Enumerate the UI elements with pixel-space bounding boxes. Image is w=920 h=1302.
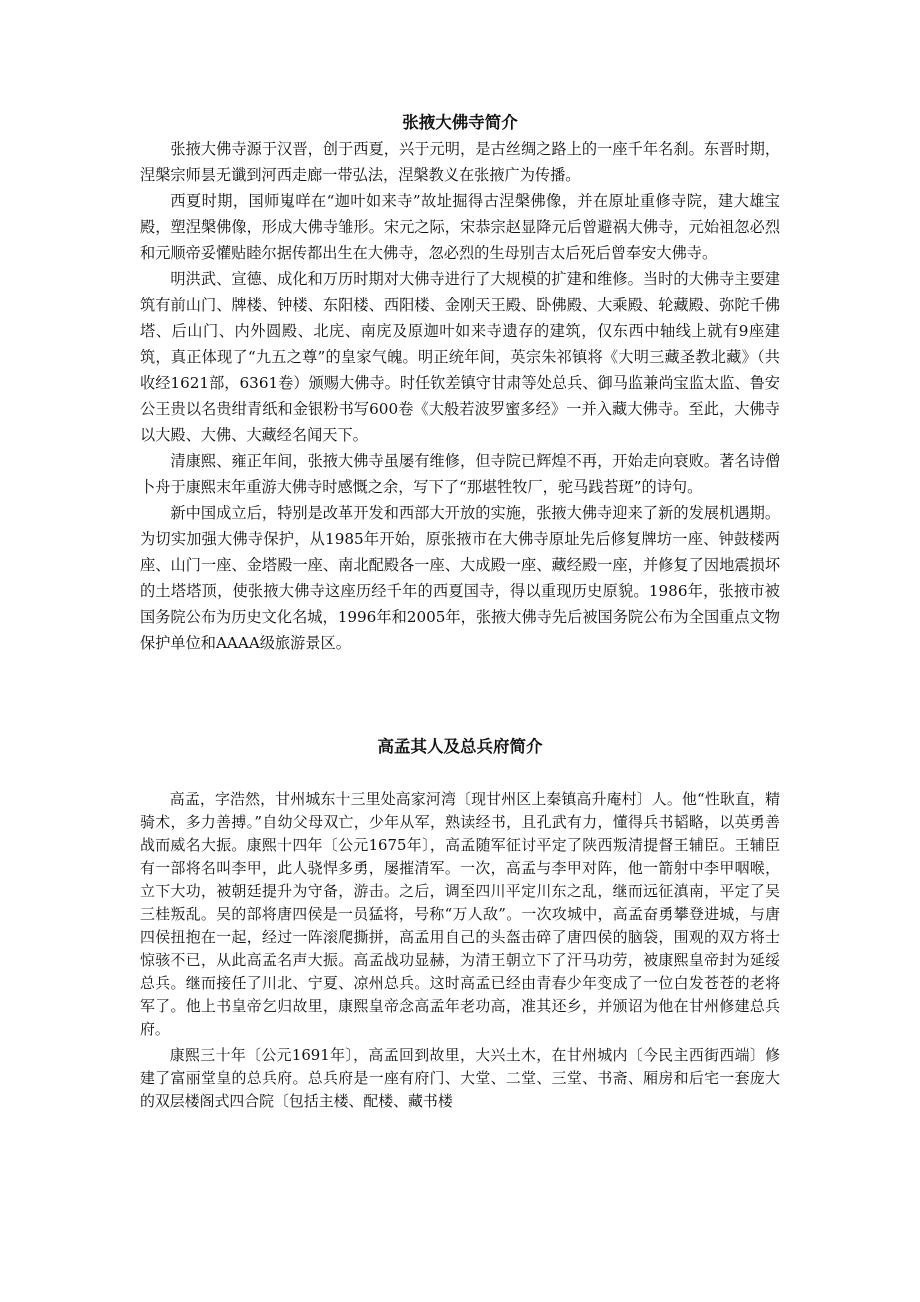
paragraph: 新中国成立后，特别是改革开发和西部大开放的实施，张掖大佛寺迎来了新的发展机遇期。为切实加强大佛寺保护，从1985年开始，原张掖市在大佛寺原址先后修复牌坊一座、钟鼓楼两座、山门一座、金塔殿一座、南北配殿各一座、大成殿一座、藏经殿一座，并修复了因地震损坏的土塔塔顶，使张掖大佛寺这座历经千年的西夏国寺，得以重现历史原貌。1986年，张掖市被国务院公布为历史文化名城，1996年和2005年，张掖大佛寺先后被国务院公布为全国重点文物保护单位和AAAA级旅游景区。 — [140, 504, 780, 652]
paragraph: 清康熙、雍正年间，张掖大佛寺虽屡有维修，但寺院已辉煌不再，开始走向衰败。著名诗僧卜舟于康熙末年重游大佛寺时感慨之余，写下了“那堪牲牧厂，驼马践苔斑”的诗句。 — [140, 452, 780, 496]
section-title: 张掖大佛寺简介 — [402, 113, 518, 132]
paragraph: 康熙三十年〔公元1691年〕，高孟回到故里，大兴土木，在甘州城内〔今民主西街西端〕修建了富丽堂皇的总兵府。总兵府是一座有府门、大堂、二堂、三堂、书斋、厢房和后宅一套庞大的双层楼阁式四合院〔包括主楼、配楼、藏书楼 — [140, 1046, 780, 1110]
section-dafo-temple — [140, 110, 780, 656]
paragraph: 张掖大佛寺源于汉晋，创于西夏，兴于元明，是古丝绸之路上的一座千年名刹。东晋时期，涅槃宗师昙无谶到河西走廊一带弘法，涅槃教义在张掖广为传播。 — [140, 140, 780, 184]
section-gao-meng — [140, 734, 780, 1116]
paragraph: 高孟，字浩然，甘州城东十三里处高家河湾〔现甘州区上秦镇高升庵村〕人。他“性耿直，精骑术，多力善搏。”自幼父母双亡，少年从军，熟读经书，且孔武有力，懂得兵书韬略，以英勇善战而威名大振。康熙十四年〔公元1675年〕，高孟随军征讨平定了陕西叛清提督王辅臣。王辅臣有一部将名叫李甲，此人骁悍多勇，屡摧清军。一次，高孟与李甲对阵，他一箭射中李甲咽喉，立下大功，被朝廷提升为守备，游击。之后，调至四川平定川东之乱，继而远征滇南，平定了吴三桂叛乱。吴的部将唐四侯是一员猛将，号称“万人敌”。一次攻城中，高孟奋勇攀登进城，与唐四侯扭抱在一起，经过一阵滚爬撕拼，高孟用自己的头盔击碎了唐四侯的脑袋，围观的双方将士惊骇不已，从此高孟名声大振。高孟战功显赫，为清王朝立下了汗马功劳，被康熙皇帝封为延绥总兵。继而接任了川北、宁夏、凉州总兵。这时高孟已经由青春少年变成了一位白发苍苍的老将军了。他上书皇帝乞归故里，康熙皇帝念高孟年老功高，准其还乡，并颁诏为他在甘州修建总兵府。 — [140, 790, 780, 1038]
paragraph: 西夏时期，国师嵬咩在“迦叶如来寺”故址掘得古涅槃佛像，并在原址重修寺院，建大雄宝殿，塑涅槃佛像，形成大佛寺雏形。宋元之际，宋恭宗赵显降元后曾避祸大佛寺，元始祖忽必烈和元顺帝妥懽贴睦尔据传都出生在大佛寺，忽必烈的生母别吉太后死后曾奉安大佛寺。 — [140, 192, 780, 262]
section-title: 高孟其人及总兵府简介 — [377, 737, 543, 756]
paragraph: 明洪武、宣德、成化和万历时期对大佛寺进行了大规模的扩建和维修。当时的大佛寺主要建筑有前山门、牌楼、钟楼、东阳楼、西阳楼、金刚天王殿、卧佛殿、大乘殿、轮藏殿、弥陀千佛塔、后山门、内外圆殿、北庑、南庑及原迦叶如来寺遗存的建筑，仅东西中轴线上就有9座建筑，真正体现了“九五之尊”的皇家气魄。明正统年间，英宗朱祁镇将《大明三藏圣教北藏》（共收经1621部，6361卷）颁赐大佛寺。时任钦差镇守甘肃等处总兵、御马监兼尚宝监太监、鲁安公王贵以名贵绀青纸和金银粉书写600卷《大般若波罗蜜多经》一并入藏大佛寺。至此，大佛寺以大殿、大佛、大藏经名闻天下。 — [140, 270, 780, 444]
